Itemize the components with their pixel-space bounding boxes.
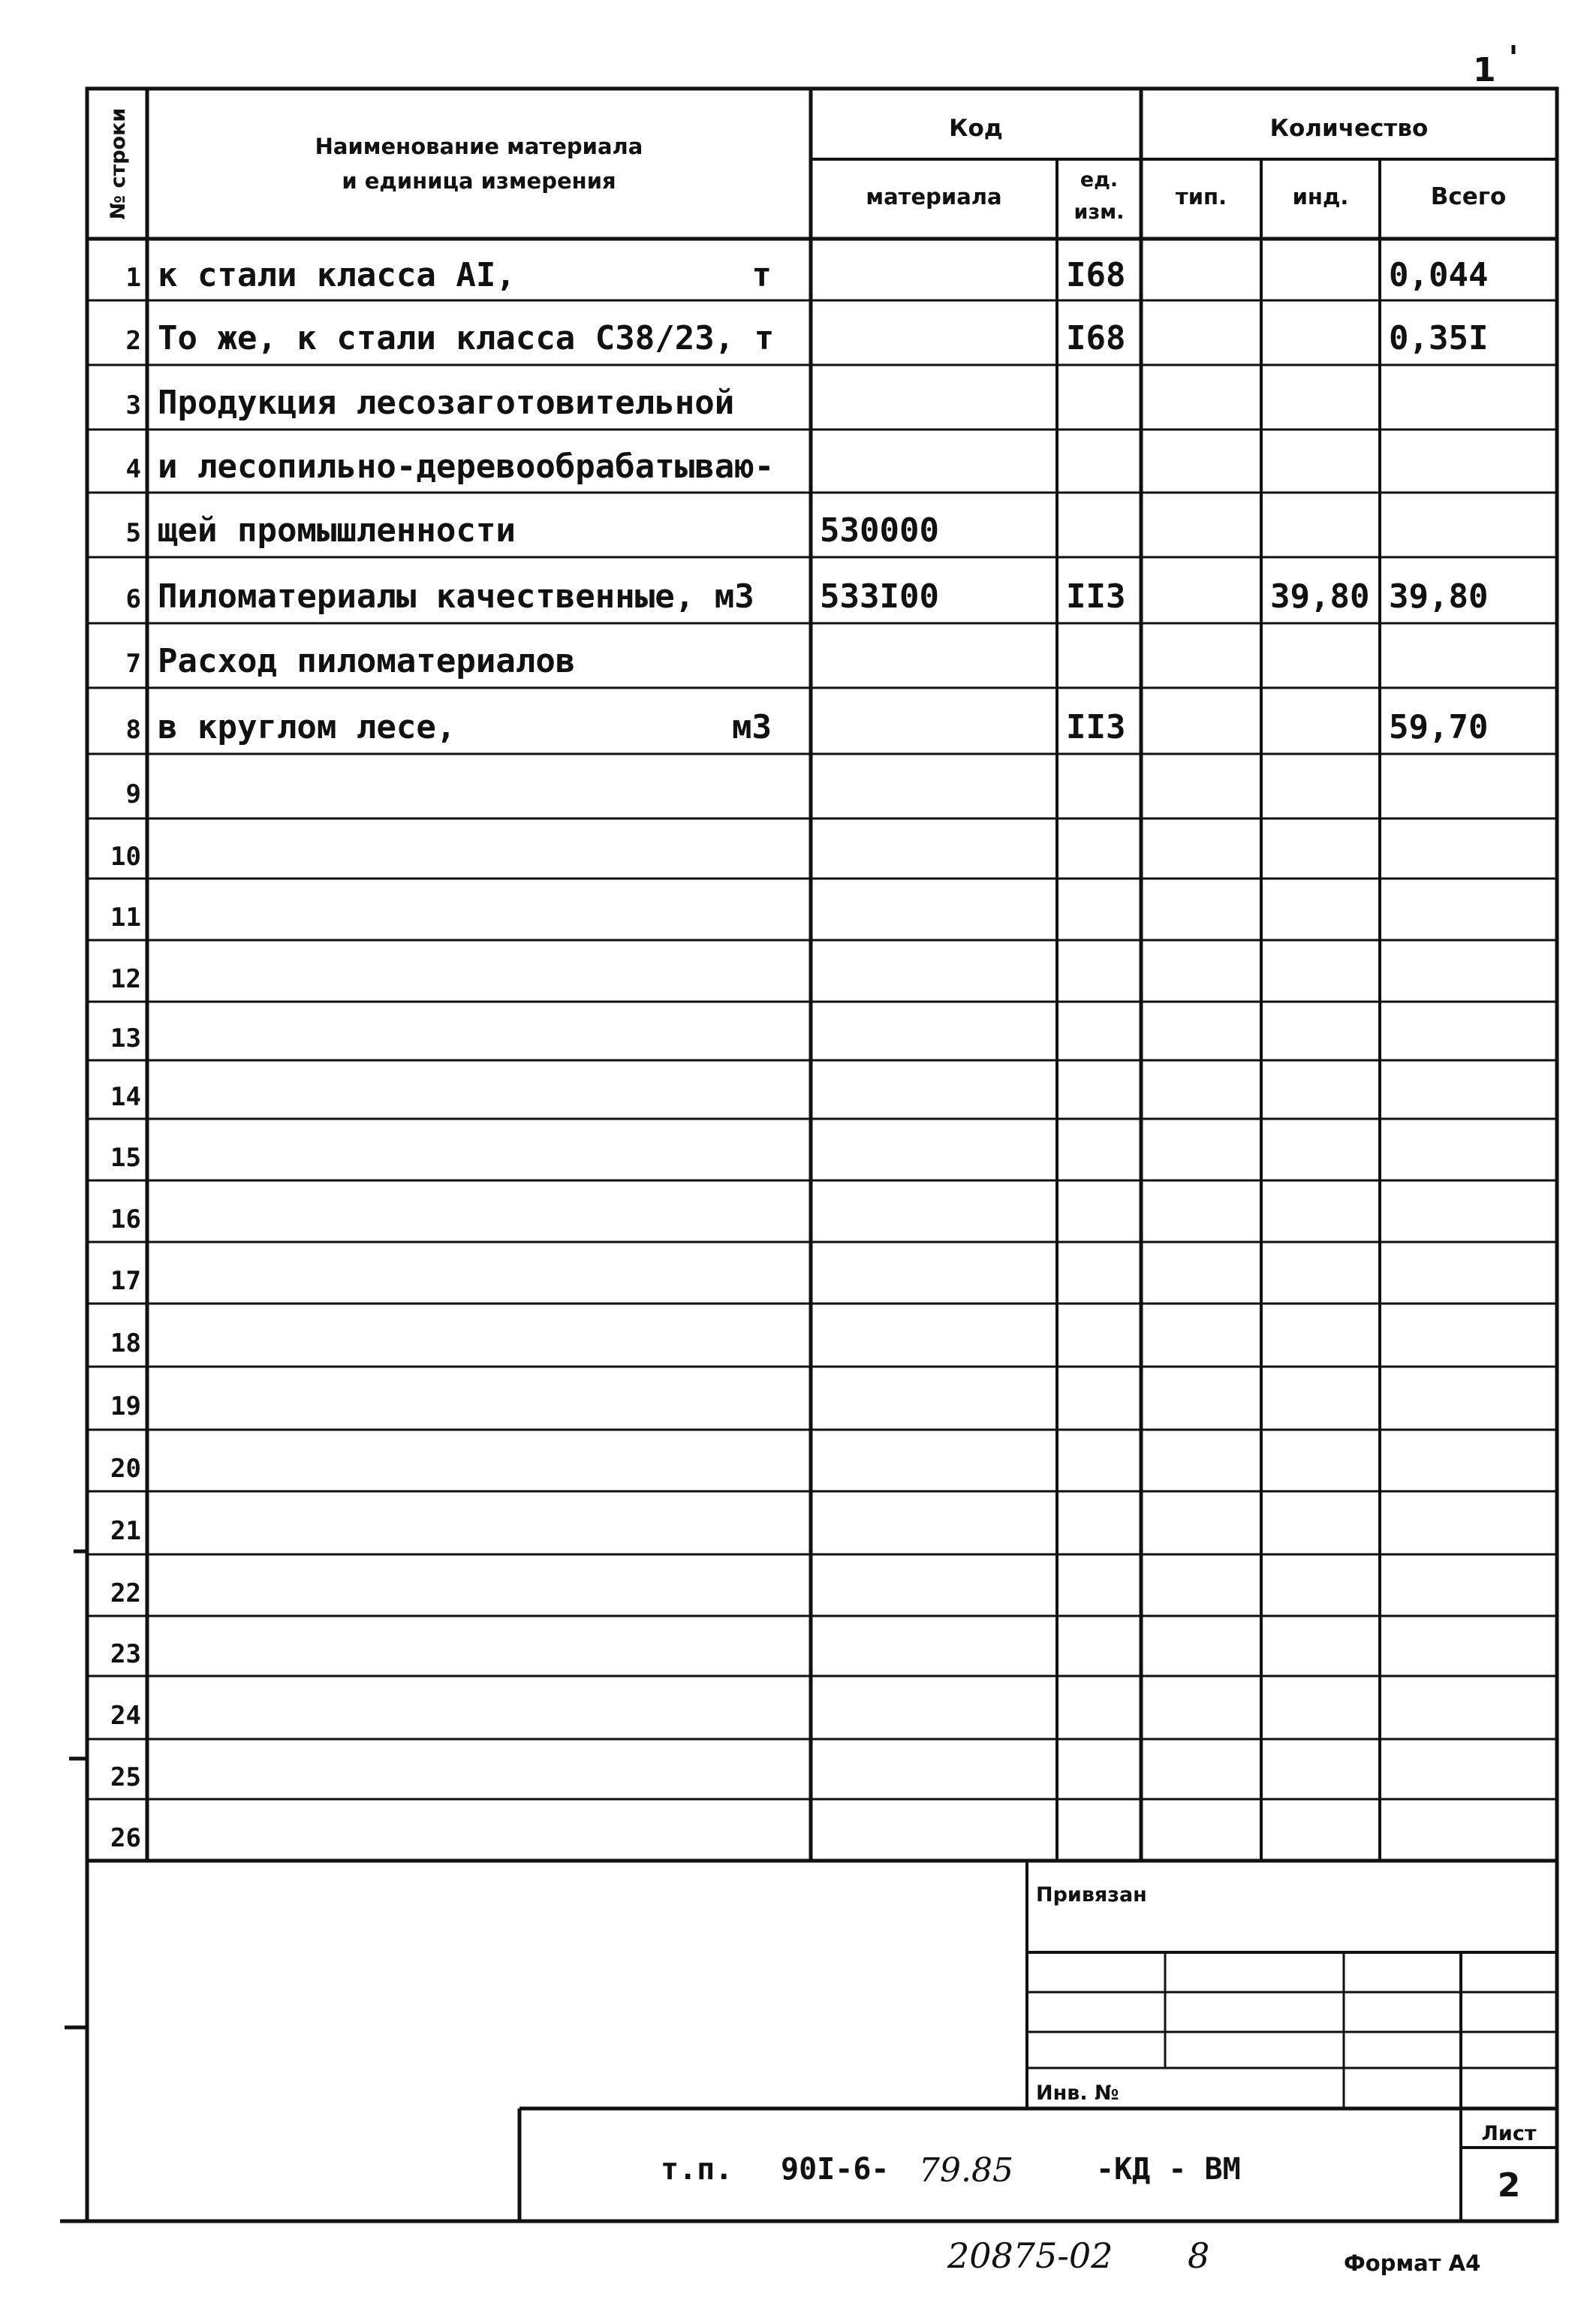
qty-total: 0,35I: [1389, 319, 1489, 357]
archive-number: 20875-02: [947, 2235, 1113, 2276]
row-number: 16: [110, 1204, 141, 1234]
row-number: 11: [110, 903, 141, 933]
table-row: [126, 384, 735, 422]
designation-suffix: -КД - ВМ: [1096, 2152, 1241, 2187]
format-label: Формат А4: [1344, 2250, 1481, 2276]
row-number: 6: [125, 584, 141, 614]
table-row: [126, 319, 1489, 357]
table-row: [110, 964, 141, 994]
row-number: 15: [110, 1143, 141, 1173]
table-row: [110, 1082, 141, 1112]
material-name: То же, к стали класса С38/23, т: [158, 319, 775, 357]
material-code: 530000: [820, 511, 939, 550]
table-row: [110, 1578, 141, 1608]
table-row: [110, 1823, 141, 1853]
material-name: Расход пиломатериалов: [158, 642, 576, 680]
header-code-material: материала: [866, 184, 1002, 209]
row-number: 4: [125, 454, 141, 484]
row-number: 26: [110, 1823, 141, 1853]
row-number: 22: [110, 1578, 141, 1608]
table-row: [110, 1266, 141, 1296]
table-row: [110, 1391, 141, 1421]
table-row: [126, 256, 1489, 294]
table-row: [126, 448, 775, 486]
qty-total: 0,044: [1389, 256, 1489, 294]
table-row: [110, 1516, 141, 1546]
row-number: 13: [110, 1023, 141, 1054]
row-number: 18: [110, 1328, 141, 1358]
header-row-number: № строки: [107, 107, 130, 220]
table-row: [110, 903, 141, 933]
row-number: 1: [125, 263, 141, 293]
header-qty-total: Всего: [1430, 183, 1507, 210]
header-name-line1: Наименование материала: [315, 134, 643, 159]
footer: [60, 2221, 1480, 2276]
table-row: [110, 1454, 141, 1484]
designation-handwritten: 79.85: [919, 2151, 1013, 2190]
archive-mark: 8: [1188, 2235, 1210, 2276]
row-number: 24: [110, 1701, 141, 1731]
qty-total: 39,80: [1389, 577, 1489, 616]
sheet-label: Лист: [1481, 2122, 1537, 2145]
table-row: [110, 1701, 141, 1731]
material-name: в круглом лесе,: [158, 708, 456, 746]
material-name: Продукция лесозаготовительной: [158, 384, 735, 422]
table-row: [110, 842, 141, 872]
material-name-unit: т: [751, 256, 772, 294]
unit-code: II3: [1066, 708, 1126, 746]
row-number: 5: [125, 518, 141, 548]
row-number: 7: [125, 649, 141, 679]
row-number: 10: [110, 842, 141, 872]
designation-prefix: т.п.: [661, 2152, 733, 2187]
header-qty-ind: инд.: [1292, 184, 1349, 209]
unit-code: I68: [1066, 256, 1126, 294]
table-row: [126, 708, 1489, 746]
table-row: [110, 1204, 141, 1234]
header-unit-line2: изм.: [1074, 200, 1125, 224]
corner-mark: 1: [1473, 51, 1496, 89]
row-number: 25: [110, 1762, 141, 1792]
table-row: [126, 511, 939, 550]
row-number: 21: [110, 1516, 141, 1546]
material-code: 533I00: [820, 577, 939, 616]
header-code: Код: [949, 115, 1003, 142]
header-unit-line1: ед.: [1080, 168, 1119, 191]
qty-total: 59,70: [1389, 708, 1489, 746]
material-name: Пиломатериалы качественные, м3: [158, 577, 754, 616]
table-row: [110, 1639, 141, 1669]
bound-label: Привязан: [1036, 1883, 1147, 1907]
row-number: 2: [125, 326, 141, 356]
material-name-unit: м3: [732, 708, 772, 746]
row-number: 23: [110, 1639, 141, 1669]
row-number: 17: [110, 1266, 141, 1296]
table-row: [126, 779, 141, 809]
unit-code: I68: [1066, 319, 1126, 357]
material-name: щей промышленности: [158, 511, 516, 550]
table-row: [110, 1023, 141, 1054]
table-body: [110, 256, 1488, 1853]
header-qty-typ: тип.: [1175, 184, 1227, 209]
sheet-number: 2: [1497, 2166, 1521, 2205]
inventory-label: Инв. №: [1036, 2081, 1119, 2105]
row-number: 8: [125, 715, 141, 745]
row-number: 20: [110, 1454, 141, 1484]
material-name: и лесопильно-деревообрабатываю-: [158, 448, 775, 486]
table-row: [110, 1143, 141, 1173]
row-number: 9: [125, 779, 141, 809]
row-number: 3: [125, 390, 141, 421]
qty-ind: 39,80: [1270, 577, 1370, 616]
table-header: [107, 108, 1506, 224]
row-number: 14: [110, 1082, 141, 1112]
row-number: 19: [110, 1391, 141, 1421]
header-name-line2: и единица измерения: [342, 168, 616, 194]
material-name: к стали класса AI,: [158, 256, 516, 294]
designation-series: 90I-6-: [781, 2152, 890, 2187]
table-row: [110, 1762, 141, 1792]
header-quantity: Количество: [1269, 115, 1429, 142]
title-block: [519, 1861, 1557, 2221]
row-number: 12: [110, 964, 141, 994]
table-row: [126, 642, 576, 680]
table-row: [110, 1328, 141, 1358]
table-row: [126, 577, 1489, 616]
unit-code: II3: [1066, 577, 1126, 616]
